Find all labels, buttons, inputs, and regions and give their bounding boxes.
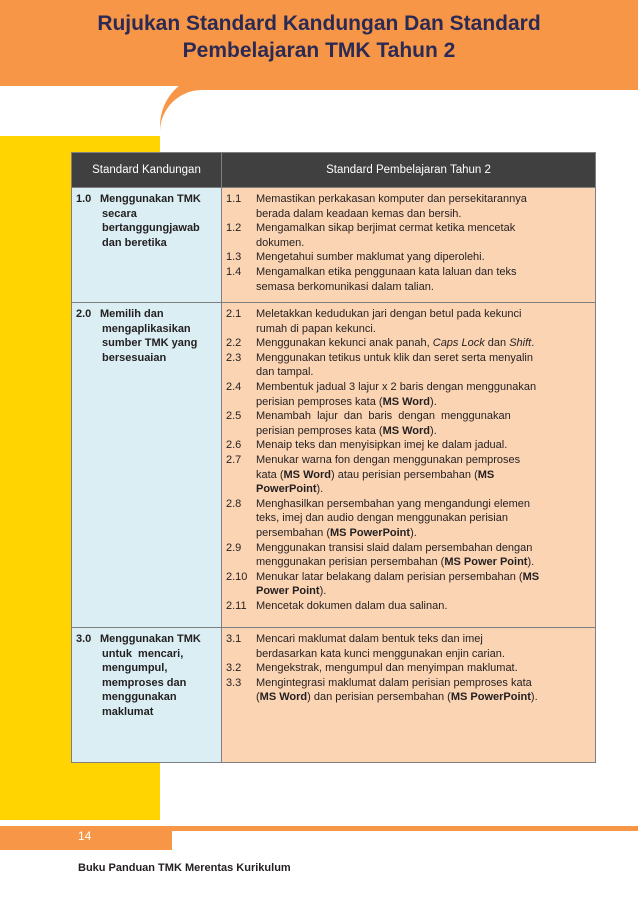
list-item: 2.6 Menaip teks dan menyisipkan imej ke dalam jadual. xyxy=(226,439,508,452)
sk-line: Menggunakan TMK xyxy=(100,633,201,645)
list-item: 1.4 Mengamalkan etika penggunaan kata laluan dan teks semasa berkomunikasi dalam talian. xyxy=(226,265,517,293)
table-row xyxy=(72,188,596,303)
list-item: 3.1 Mencari maklumat dalam bentuk teks dan imej berdasarkan kata kunci menggunakan enjin carian. xyxy=(226,633,505,660)
sk-line: mengumpul, xyxy=(102,662,168,675)
list-item: 2.7 Menukar warna fon dengan menggunakan pemproses kata (MS Word) atau perisian persembahan (MS PowerPoint). xyxy=(226,453,521,496)
list-item: 3.3 Mengintegrasi maklumat dalam perisian pemproses kata (MS Word) dan perisian persembahan (MS PowerPoint). xyxy=(226,676,538,704)
sk-line: secara xyxy=(102,207,137,220)
sk-line: Memilih dan xyxy=(100,308,164,320)
standard-kandungan-cell xyxy=(72,188,222,303)
list-item: 1.1 Memastikan perkakasan komputer dan persekitarannya berada dalam keadaan kemas dan bersih. xyxy=(226,193,527,220)
sk-line: Menggunakan TMK xyxy=(100,193,201,205)
standard-kandungan-cell xyxy=(72,628,222,763)
page-title-line2: Pembelajaran TMK Tahun 2 xyxy=(182,39,456,62)
list-item: 2.11 Mencetak dokumen dalam dua salinan. xyxy=(226,599,448,612)
sk-line: mengaplikasikan xyxy=(102,322,191,335)
list-item: 2.8 Menghasilkan persembahan yang mengandungi elemen teks, imej dan audio dengan menggunakan perisian persembahan (MS PowerPoint). xyxy=(226,497,530,539)
page-title xyxy=(0,10,638,64)
book-title: Buku Panduan TMK Merentas Kurikulum xyxy=(78,862,291,874)
standard-pembelajaran-cell xyxy=(222,303,596,628)
table-row xyxy=(72,628,596,763)
sk-line: sumber TMK yang xyxy=(102,337,198,350)
sk-line: untuk mencari, xyxy=(102,647,184,660)
sk-number: 2.0 xyxy=(76,308,92,320)
sk-line: menggunakan xyxy=(102,691,177,704)
list-item: 2.10 Menukar latar belakang dalam perisian persembahan (MS Power Point). xyxy=(226,570,540,598)
sk-line: dan beretika xyxy=(102,236,167,249)
list-item: 3.2 Mengekstrak, mengumpul dan menyimpan maklumat. xyxy=(226,662,518,675)
page-number: 14 xyxy=(78,829,92,843)
col-header-standard-pembelajaran: Standard Pembelajaran Tahun 2 xyxy=(222,153,596,188)
standard-pembelajaran-cell xyxy=(222,628,596,763)
sk-number: 1.0 xyxy=(76,193,92,205)
table-row xyxy=(72,303,596,628)
sk-number: 3.0 xyxy=(76,633,92,645)
list-item: 2.1 Meletakkan kedudukan jari dengan betul pada kekunci rumah di papan kekunci. xyxy=(226,308,522,335)
col-header-standard-kandungan: Standard Kandungan xyxy=(72,153,222,188)
list-item: 2.5 Menambah lajur dan baris dengan menggunakan perisian pemproses kata (MS Word). xyxy=(226,410,511,437)
list-item: 2.4 Membentuk jadual 3 lajur x 2 baris dengan menggunakan perisian pemproses kata (MS Word). xyxy=(226,380,537,408)
list-item: 2.2 Menggunakan kekunci anak panah, Caps Lock dan Shift. xyxy=(226,337,535,350)
standards-table xyxy=(71,152,596,763)
standard-pembelajaran-cell xyxy=(222,188,596,303)
list-item: 2.9 Menggunakan transisi slaid dalam persembahan dengan menggunakan perisian persembahan (MS Power Point). xyxy=(226,541,535,569)
standard-kandungan-cell xyxy=(72,303,222,628)
sk-line: maklumat xyxy=(102,705,154,718)
list-item: 2.3 Menggunakan tetikus untuk klik dan seret serta menyalin dan tampal. xyxy=(226,351,533,379)
page-title-line1: Rujukan Standard Kandungan Dan Standard xyxy=(97,12,541,35)
sk-line: bertanggungjawab xyxy=(102,222,200,235)
sk-line: bersesuaian xyxy=(102,351,167,364)
list-item: 1.2 Mengamalkan sikap berjimat cermat ketika mencetak dokumen. xyxy=(226,222,516,249)
sk-line: memproses dan xyxy=(102,676,187,689)
list-item: 1.3 Mengetahui sumber maklumat yang diperolehi. xyxy=(226,251,485,264)
